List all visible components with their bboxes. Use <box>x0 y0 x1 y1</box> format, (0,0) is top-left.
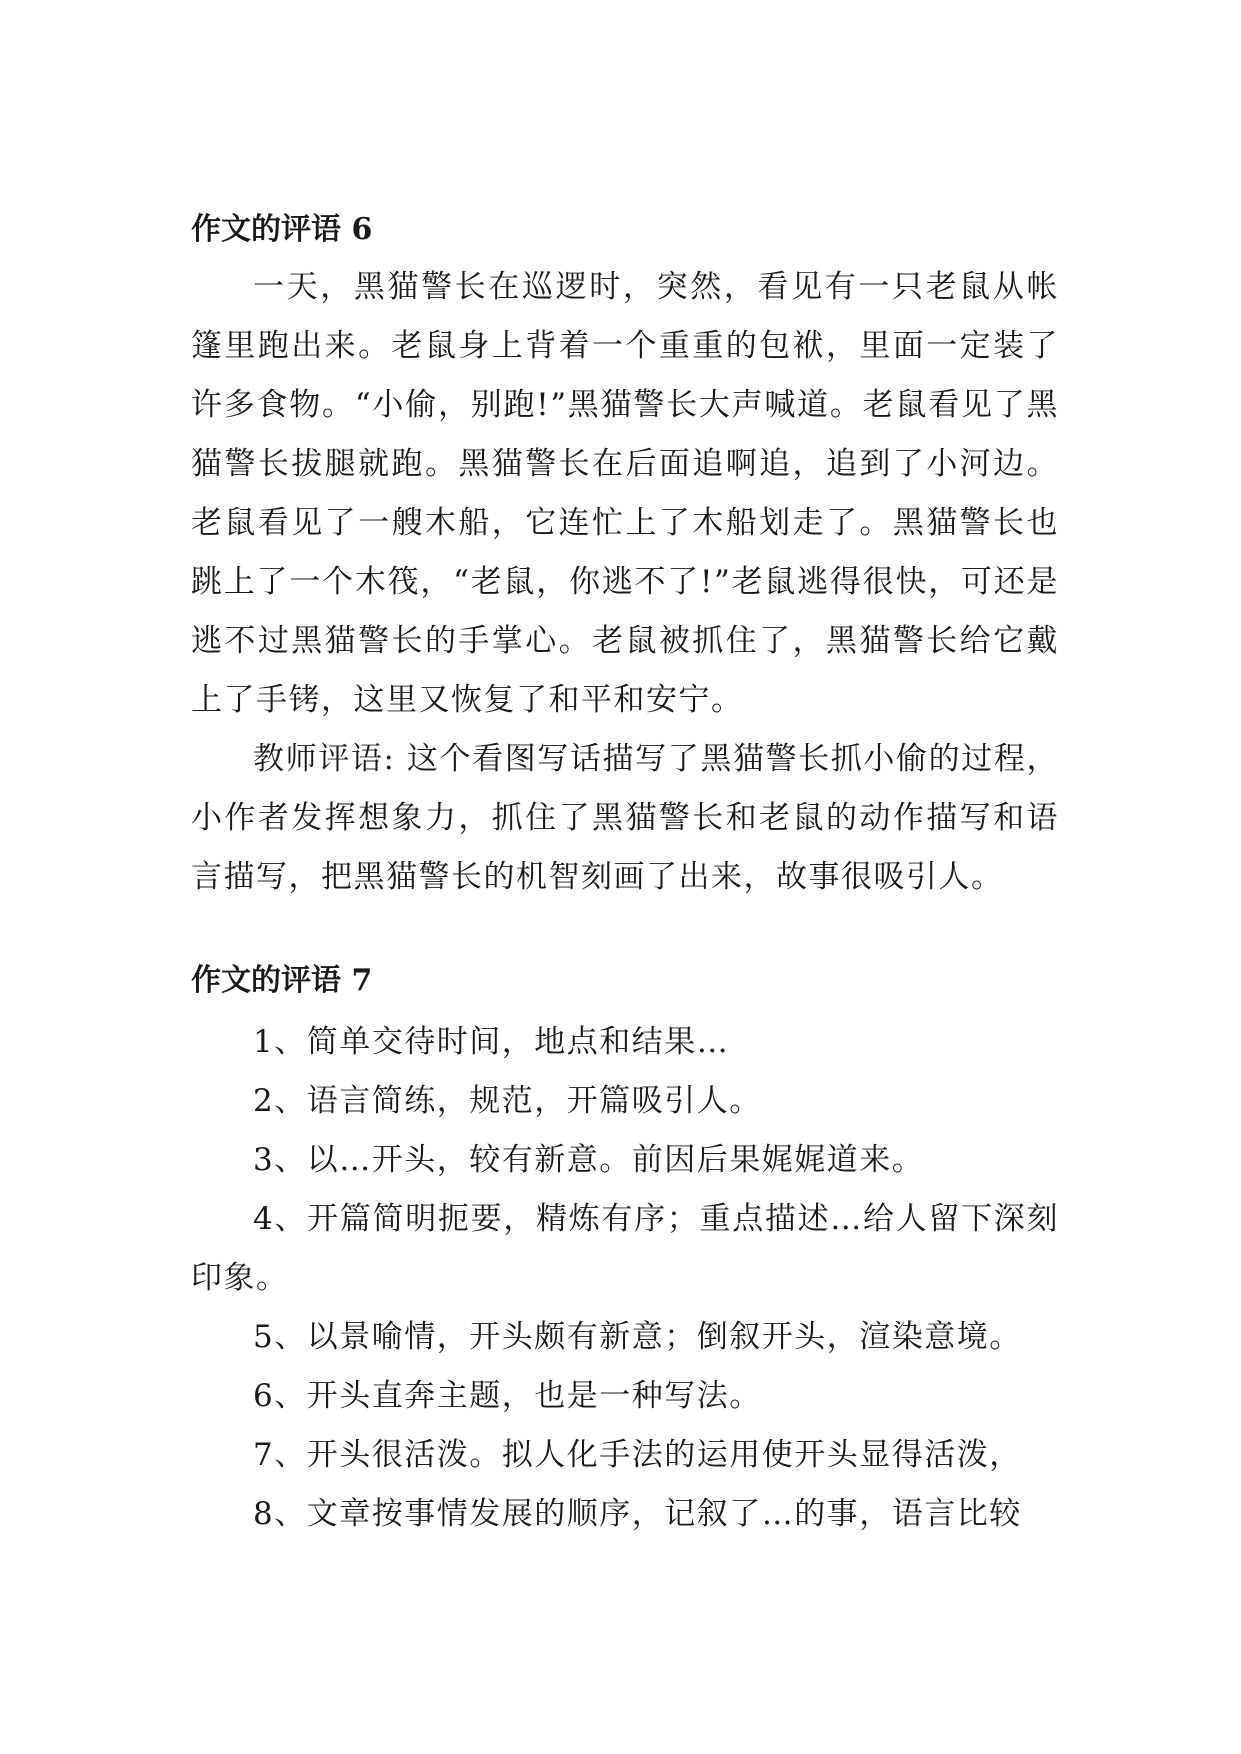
teacher-comment-paragraph: 教师评语: 这个看图写话描写了黑猫警长抓小偷的过程，小作者发挥想象力，抓住了黑猫警长和老鼠的动作描写和语言描写，把黑猫警长的机智刻画了出来，故事很吸引人。 <box>191 741 1059 895</box>
list-item: 5、以景喻情，开头颇有新意；倒叙开头，渲染意境。 <box>253 1319 1022 1355</box>
comment-list <box>191 1013 1059 1544</box>
list-item: 8、文章按事情发展的顺序，记叙了…的事，语言比较 <box>253 1496 1022 1532</box>
list-item: 2、语言简练，规范，开篇吸引人。 <box>253 1083 762 1119</box>
list-item: 1、简单交待时间，地点和结果… <box>253 1024 730 1060</box>
section-heading: 作文的评语 6 <box>191 212 373 247</box>
section-essay-comment-6 <box>191 212 1059 907</box>
story-paragraph: 一天，黑猫警长在巡逻时，突然，看见有一只老鼠从帐篷里跑出来。老鼠身上背着一个重重的包袱，里面一定装了许多食物。“小偷，别跑!”黑猫警长大声喊道。老鼠看见了黑猫警长拔腿就跑。黑猫警长在后面追啊追，追到了小河边。老鼠看见了一艘木船，它连忙上了木船划走了。黑猫警长也跳上了一个木筏，“老鼠，你逃不了!”老鼠逃得很快，可还是逃不过黑猫警长的手掌心。老鼠被抓住了，黑猫警长给它戴上了手铐，这里又恢复了和平和安宁。 <box>191 269 1059 718</box>
list-item: 7、开头很活泼。拟人化手法的运用使开头显得活泼， <box>253 1437 1022 1473</box>
list-item: 3、以…开头，较有新意。前因后果娓娓道来。 <box>253 1142 925 1178</box>
list-item: 6、开头直奔主题，也是一种写法。 <box>253 1378 762 1414</box>
section-essay-comment-7 <box>191 963 1059 1544</box>
document-content <box>191 212 1059 1544</box>
list-item: 4、开篇简明扼要，精炼有序；重点描述…给人留下深刻印象。 <box>191 1201 1059 1296</box>
section-heading: 作文的评语 7 <box>191 963 373 998</box>
